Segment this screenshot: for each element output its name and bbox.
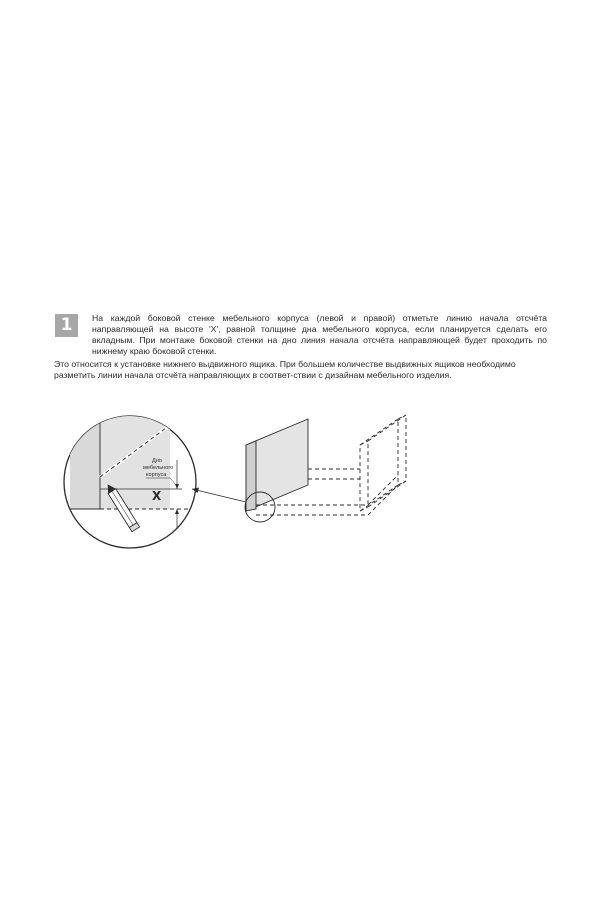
magnified-detail-circle: [64, 405, 198, 548]
step-note-text: Это относится к установке нижнего выдвижного ящика. При большем количестве выдвижных ящиков необходимо разметить линии начала отсчёта направляющих в соответ-ствии с дизайнам мебельного изделия.: [54, 359, 516, 380]
label-bottom-line1: Дно: [152, 458, 162, 464]
label-bottom-line3: корпуса: [146, 472, 167, 478]
step-instruction-text: На каждой боковой стенке мебельного корпуса (левой и правой) отметьте линию начала отсчёта направляющей на высоте 'X', равной толщине дна мебельного корпуса, если планируется сделать его вкладным. При монтаже боковой стенки на дно линия начала отсчёта направляющей будет проходить по нижнему краю боковой стенки.: [92, 313, 547, 356]
dimension-x-label: X: [152, 489, 162, 503]
side-wall-edge: [70, 405, 100, 509]
step-number-badge: 1: [55, 314, 78, 337]
pointer-arrow: [192, 488, 250, 504]
cabinet-perspective-drawing: [245, 415, 406, 522]
label-bottom-line2: мебельного: [143, 465, 174, 471]
assembly-illustration: [58, 405, 418, 570]
